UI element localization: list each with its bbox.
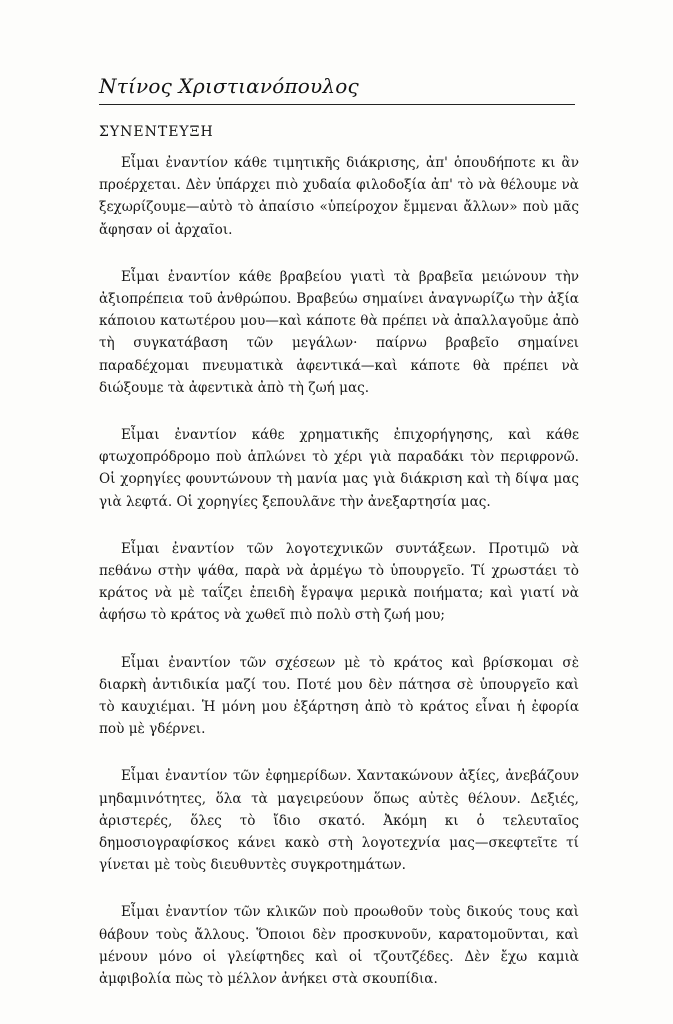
- page-header: [99, 74, 575, 108]
- header-rule: [99, 104, 575, 105]
- paragraph-6: Εἶμαι ἐναντίον τῶν ἐφημερίδων. Χαντακώνουν ἀξίες, ἀνεβάζουν μηδαμινότητες, ὅλα τὰ μαγειρεύουν ὅπως αὐτὲς θέλουν. Δεξιές, ἀριστερές, ὅλες τὸ ἴδιο σκατό. Ἀκόμη κι ὁ τελευταῖος δημοσιογραφίσκος κάνει κακὸ στὴ λογοτεχνία μας—σκεφτεῖτε τί γίνεται μὲ τοὺς διευθυντὲς συγκροτημάτων.: [99, 768, 579, 874]
- section-title: ΣΥΝΕΝΤΕΥΞΗ: [99, 124, 214, 140]
- paragraph-2: Εἶμαι ἐναντίον κάθε βραβείου γιατὶ τὰ βραβεῖα μειώνουν τὴν ἀξιοπρέπεια τοῦ ἀνθρώπου. Βραβεύω σημαίνει ἀναγνωρίζω τὴν ἀξία κάποιου κατωτέρου μου—καὶ κάποτε θὰ πρέπει νὰ ἀπαλλαγοῦμε ἀπὸ τὴ συγκατάβαση τῶν μεγάλων· παίρνω βραβεῖο σημαίνει παραδέχομαι πνευματικὰ ἀφεντικά—καὶ κάποτε θὰ πρέπει νὰ διώξουμε τὰ ἀφεντικὰ ἀπὸ τὴ ζωή μας.: [99, 268, 579, 396]
- paragraph-3: Εἶμαι ἐναντίον κάθε χρηματικῆς ἐπιχορήγησης, καὶ κάθε φτωχοπρόδρομο ποὺ ἁπλώνει τὸ χέρι γιὰ παραδάκι τὸν περιφρονῶ. Οἱ χορηγίες φουντώνουν τὴ μανία μας γιὰ διάκριση καὶ τὴ δίψα μας γιὰ λεφτά. Οἱ χορηγίες ξεπουλᾶνε τὴν ἀνεξαρτησία μας.: [99, 427, 579, 510]
- paragraph-7: Εἶμαι ἐναντίον τῶν κλικῶν ποὺ προωθοῦν τοὺς δικούς τους καὶ θάβουν τοὺς ἄλλους. Ὅποιοι δὲν προσκυνοῦν, καρατομοῦνται, καὶ μένουν μόνο οἱ γλείφτηδες καὶ οἱ τζουτζέδες. Δὲν ἔχω καμιὰ ἀμφιβολία πὼς τὸ μέλλον ἀνήκει στὰ σκουπίδια.: [99, 904, 579, 988]
- article-body: [99, 152, 579, 1015]
- author-name: Ντίνος Χριστιανόπουλος: [99, 74, 359, 98]
- paragraph-1: Εἶμαι ἐναντίον κάθε τιμητικῆς διάκρισης, ἀπ' ὁπουδήποτε κι ἂν προέρχεται. Δὲν ὑπάρχει πιὸ χυδαία φιλοδοξία ἀπ' τὸ νὰ θέλουμε νὰ ξεχωρίζουμε—αὐτὸ τὸ ἀπαίσιο «ὑπείροχον ἔμμεναι ἄλλων» ποὺ μᾶς ἄφησαν οἱ ἀρχαῖοι.: [99, 155, 579, 238]
- paragraph-4: Εἶμαι ἐναντίον τῶν λογοτεχνικῶν συντάξεων. Προτιμῶ νὰ πεθάνω στὴν ψάθα, παρὰ νὰ ἀρμέγω τὸ ὑπουργεῖο. Τί χρωστάει τὸ κράτος νὰ μὲ ταΐζει ἐπειδὴ ἔγραψα μερικὰ ποιήματα; καὶ γιατί νὰ ἀφήσω τὸ κράτος νὰ χωθεῖ πιὸ πολὺ στὴ ζωή μου;: [99, 540, 579, 624]
- paragraph-5: Εἶμαι ἐναντίον τῶν σχέσεων μὲ τὸ κράτος καὶ βρίσκομαι σὲ διαρκὴ ἀντιδικία μαζί του. Ποτέ μου δὲν πάτησα σὲ ὑπουργεῖο καὶ τὸ καυχιέμαι. Ἡ μόνη μου ἐξάρτηση ἀπὸ τὸ κράτος εἶναι ἡ ἐφορία ποὺ μὲ γδέρνει.: [99, 654, 579, 738]
